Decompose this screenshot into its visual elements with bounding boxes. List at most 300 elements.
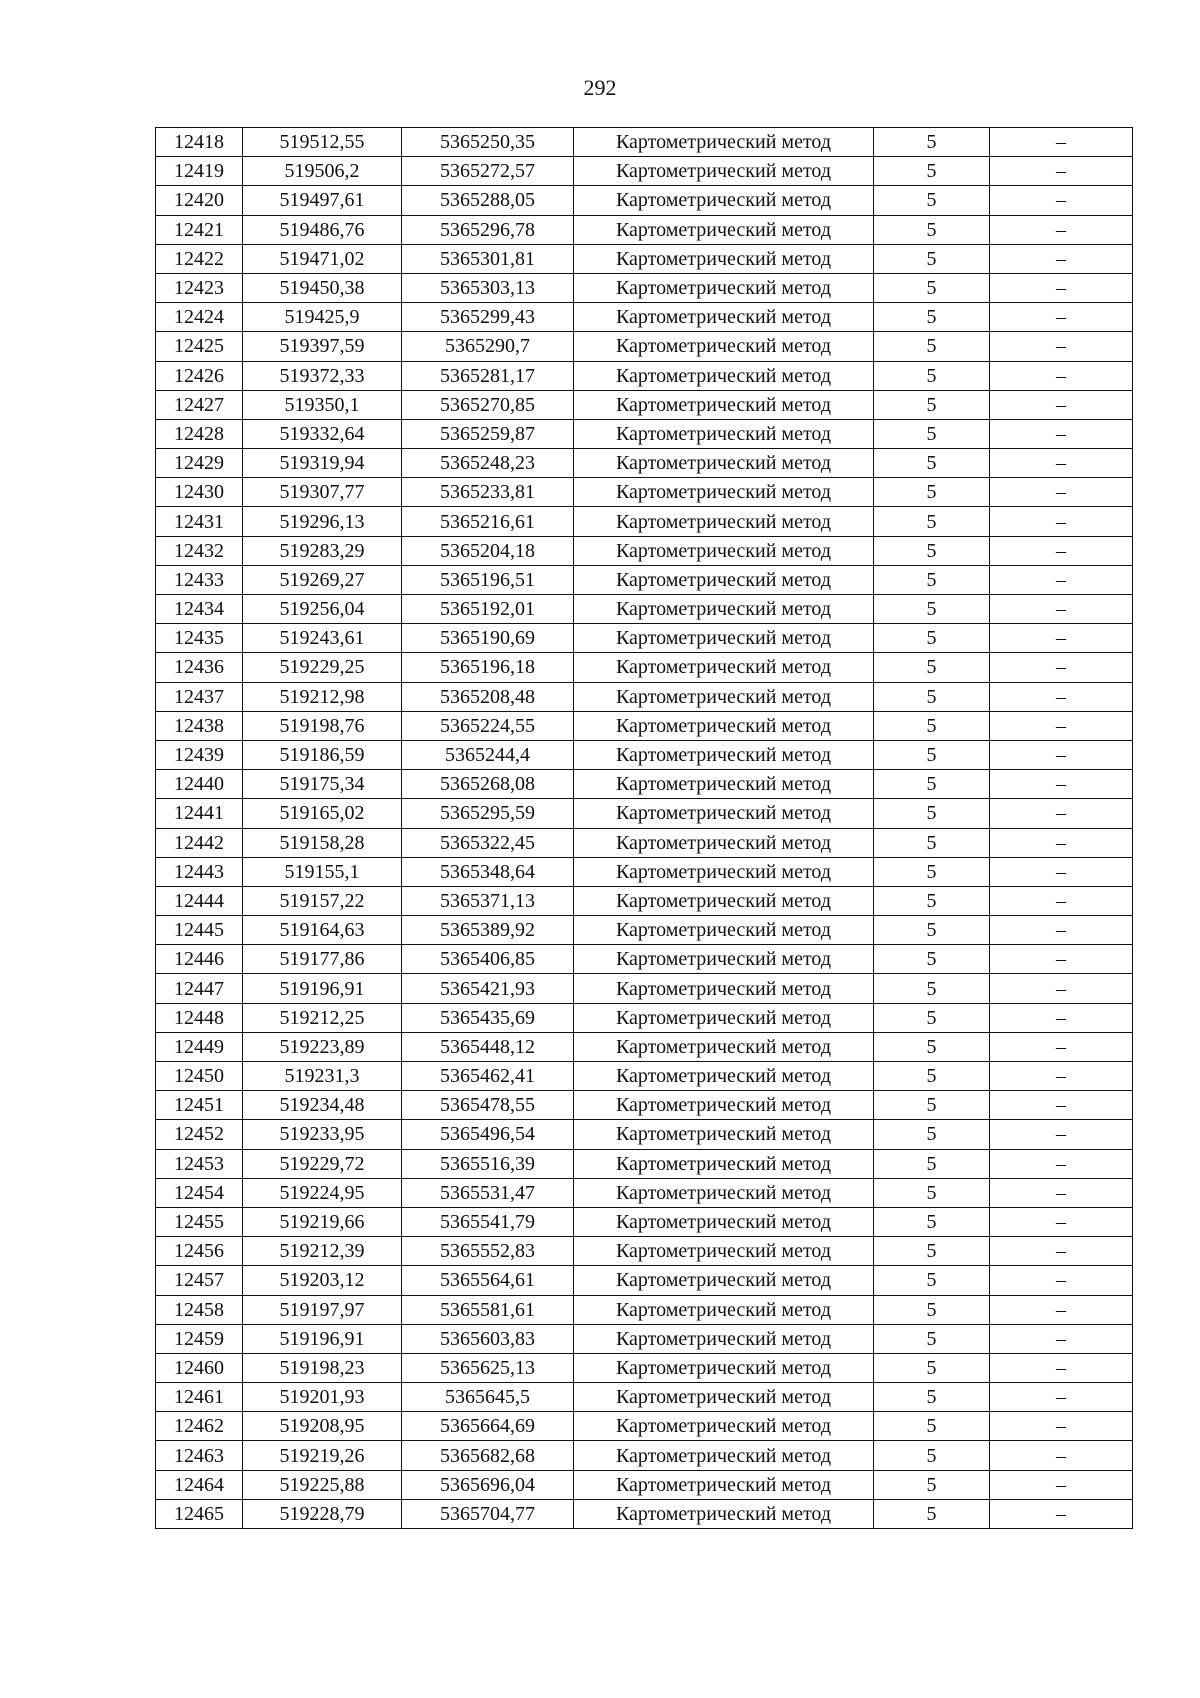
point-number-cell: 12456 [156, 1237, 243, 1266]
blank-cell: – [990, 1003, 1133, 1032]
accuracy-cell: 5 [874, 565, 990, 594]
x-coordinate-cell: 519425,9 [243, 303, 402, 332]
accuracy-cell: 5 [874, 186, 990, 215]
method-cell: Картометрический метод [574, 1120, 874, 1149]
method-cell: Картометрический метод [574, 974, 874, 1003]
table-row [156, 1353, 1133, 1382]
accuracy-cell: 5 [874, 1149, 990, 1178]
method-cell: Картометрический метод [574, 1032, 874, 1061]
method-cell: Картометрический метод [574, 711, 874, 740]
table-row [156, 916, 1133, 945]
point-number-cell: 12424 [156, 303, 243, 332]
method-cell: Картометрический метод [574, 799, 874, 828]
accuracy-cell: 5 [874, 303, 990, 332]
accuracy-cell: 5 [874, 653, 990, 682]
y-coordinate-cell: 5365645,5 [402, 1383, 574, 1412]
accuracy-cell: 5 [874, 799, 990, 828]
blank-cell: – [990, 449, 1133, 478]
accuracy-cell: 5 [874, 1353, 990, 1382]
method-cell: Картометрический метод [574, 1441, 874, 1470]
y-coordinate-cell: 5365603,83 [402, 1324, 574, 1353]
point-number-cell: 12429 [156, 449, 243, 478]
x-coordinate-cell: 519486,76 [243, 215, 402, 244]
method-cell: Картометрический метод [574, 157, 874, 186]
y-coordinate-cell: 5365196,18 [402, 653, 574, 682]
table-row [156, 1149, 1133, 1178]
accuracy-cell: 5 [874, 273, 990, 302]
point-number-cell: 12445 [156, 916, 243, 945]
blank-cell: – [990, 1412, 1133, 1441]
table-row [156, 624, 1133, 653]
accuracy-cell: 5 [874, 1207, 990, 1236]
table-row [156, 1003, 1133, 1032]
x-coordinate-cell: 519165,02 [243, 799, 402, 828]
method-cell: Картометрический метод [574, 1353, 874, 1382]
y-coordinate-cell: 5365295,59 [402, 799, 574, 828]
y-coordinate-cell: 5365552,83 [402, 1237, 574, 1266]
point-number-cell: 12442 [156, 828, 243, 857]
point-number-cell: 12425 [156, 332, 243, 361]
x-coordinate-cell: 519296,13 [243, 507, 402, 536]
method-cell: Картометрический метод [574, 886, 874, 915]
y-coordinate-cell: 5365406,85 [402, 945, 574, 974]
x-coordinate-cell: 519269,27 [243, 565, 402, 594]
y-coordinate-cell: 5365371,13 [402, 886, 574, 915]
x-coordinate-cell: 519243,61 [243, 624, 402, 653]
table-row [156, 711, 1133, 740]
table-row [156, 595, 1133, 624]
y-coordinate-cell: 5365448,12 [402, 1032, 574, 1061]
method-cell: Картометрический метод [574, 244, 874, 273]
point-number-cell: 12431 [156, 507, 243, 536]
x-coordinate-cell: 519196,91 [243, 1324, 402, 1353]
point-number-cell: 12443 [156, 857, 243, 886]
blank-cell: – [990, 507, 1133, 536]
method-cell: Картометрический метод [574, 916, 874, 945]
blank-cell: – [990, 478, 1133, 507]
table-row [156, 419, 1133, 448]
method-cell: Картометрический метод [574, 419, 874, 448]
x-coordinate-cell: 519198,76 [243, 711, 402, 740]
blank-cell: – [990, 1470, 1133, 1499]
method-cell: Картометрический метод [574, 303, 874, 332]
accuracy-cell: 5 [874, 1178, 990, 1207]
blank-cell: – [990, 157, 1133, 186]
blank-cell: – [990, 1120, 1133, 1149]
table-row [156, 507, 1133, 536]
point-number-cell: 12427 [156, 390, 243, 419]
method-cell: Картометрический метод [574, 128, 874, 157]
method-cell: Картометрический метод [574, 186, 874, 215]
point-number-cell: 12462 [156, 1412, 243, 1441]
blank-cell: – [990, 1207, 1133, 1236]
method-cell: Картометрический метод [574, 1237, 874, 1266]
blank-cell: – [990, 770, 1133, 799]
accuracy-cell: 5 [874, 1237, 990, 1266]
accuracy-cell: 5 [874, 682, 990, 711]
x-coordinate-cell: 519212,98 [243, 682, 402, 711]
method-cell: Картометрический метод [574, 624, 874, 653]
x-coordinate-cell: 519186,59 [243, 740, 402, 769]
point-number-cell: 12446 [156, 945, 243, 974]
method-cell: Картометрический метод [574, 273, 874, 302]
y-coordinate-cell: 5365192,01 [402, 595, 574, 624]
y-coordinate-cell: 5365224,55 [402, 711, 574, 740]
table-row [156, 332, 1133, 361]
table-row [156, 682, 1133, 711]
y-coordinate-cell: 5365478,55 [402, 1091, 574, 1120]
accuracy-cell: 5 [874, 157, 990, 186]
point-number-cell: 12448 [156, 1003, 243, 1032]
method-cell: Картометрический метод [574, 390, 874, 419]
point-number-cell: 12452 [156, 1120, 243, 1149]
method-cell: Картометрический метод [574, 1003, 874, 1032]
blank-cell: – [990, 536, 1133, 565]
table-row [156, 1383, 1133, 1412]
point-number-cell: 12458 [156, 1295, 243, 1324]
table-row [156, 157, 1133, 186]
accuracy-cell: 5 [874, 886, 990, 915]
blank-cell: – [990, 1353, 1133, 1382]
method-cell: Картометрический метод [574, 1324, 874, 1353]
blank-cell: – [990, 1237, 1133, 1266]
blank-cell: – [990, 595, 1133, 624]
table-row [156, 244, 1133, 273]
accuracy-cell: 5 [874, 215, 990, 244]
table-row [156, 361, 1133, 390]
y-coordinate-cell: 5365196,51 [402, 565, 574, 594]
accuracy-cell: 5 [874, 1295, 990, 1324]
method-cell: Картометрический метод [574, 857, 874, 886]
accuracy-cell: 5 [874, 1412, 990, 1441]
table-row [156, 857, 1133, 886]
point-number-cell: 12428 [156, 419, 243, 448]
blank-cell: – [990, 1441, 1133, 1470]
blank-cell: – [990, 244, 1133, 273]
accuracy-cell: 5 [874, 1032, 990, 1061]
blank-cell: – [990, 303, 1133, 332]
point-number-cell: 12426 [156, 361, 243, 390]
accuracy-cell: 5 [874, 1266, 990, 1295]
x-coordinate-cell: 519450,38 [243, 273, 402, 302]
x-coordinate-cell: 519164,63 [243, 916, 402, 945]
table-row [156, 1499, 1133, 1528]
blank-cell: – [990, 624, 1133, 653]
y-coordinate-cell: 5365462,41 [402, 1062, 574, 1091]
y-coordinate-cell: 5365288,05 [402, 186, 574, 215]
blank-cell: – [990, 1032, 1133, 1061]
blank-cell: – [990, 1266, 1133, 1295]
accuracy-cell: 5 [874, 916, 990, 945]
accuracy-cell: 5 [874, 740, 990, 769]
method-cell: Картометрический метод [574, 1091, 874, 1120]
x-coordinate-cell: 519229,72 [243, 1149, 402, 1178]
y-coordinate-cell: 5365248,23 [402, 449, 574, 478]
x-coordinate-cell: 519197,97 [243, 1295, 402, 1324]
point-number-cell: 12418 [156, 128, 243, 157]
y-coordinate-cell: 5365435,69 [402, 1003, 574, 1032]
table-row [156, 1412, 1133, 1441]
method-cell: Картометрический метод [574, 740, 874, 769]
blank-cell: – [990, 565, 1133, 594]
y-coordinate-cell: 5365244,4 [402, 740, 574, 769]
y-coordinate-cell: 5365272,57 [402, 157, 574, 186]
y-coordinate-cell: 5365296,78 [402, 215, 574, 244]
method-cell: Картометрический метод [574, 1412, 874, 1441]
point-number-cell: 12420 [156, 186, 243, 215]
x-coordinate-cell: 519158,28 [243, 828, 402, 857]
y-coordinate-cell: 5365208,48 [402, 682, 574, 711]
point-number-cell: 12423 [156, 273, 243, 302]
method-cell: Картометрический метод [574, 332, 874, 361]
method-cell: Картометрический метод [574, 595, 874, 624]
page-number: 292 [583, 75, 617, 100]
blank-cell: – [990, 1149, 1133, 1178]
x-coordinate-cell: 519350,1 [243, 390, 402, 419]
accuracy-cell: 5 [874, 1441, 990, 1470]
blank-cell: – [990, 1499, 1133, 1528]
table-row [156, 1178, 1133, 1207]
blank-cell: – [990, 1178, 1133, 1207]
accuracy-cell: 5 [874, 595, 990, 624]
blank-cell: – [990, 1091, 1133, 1120]
method-cell: Картометрический метод [574, 1499, 874, 1528]
x-coordinate-cell: 519256,04 [243, 595, 402, 624]
method-cell: Картометрический метод [574, 478, 874, 507]
y-coordinate-cell: 5365682,68 [402, 1441, 574, 1470]
method-cell: Картометрический метод [574, 361, 874, 390]
blank-cell: – [990, 974, 1133, 1003]
blank-cell: – [990, 711, 1133, 740]
accuracy-cell: 5 [874, 1091, 990, 1120]
blank-cell: – [990, 186, 1133, 215]
blank-cell: – [990, 857, 1133, 886]
method-cell: Картометрический метод [574, 1266, 874, 1295]
y-coordinate-cell: 5365303,13 [402, 273, 574, 302]
table-row [156, 449, 1133, 478]
point-number-cell: 12457 [156, 1266, 243, 1295]
method-cell: Картометрический метод [574, 1178, 874, 1207]
point-number-cell: 12460 [156, 1353, 243, 1382]
point-number-cell: 12444 [156, 886, 243, 915]
x-coordinate-cell: 519155,1 [243, 857, 402, 886]
y-coordinate-cell: 5365299,43 [402, 303, 574, 332]
table-row [156, 945, 1133, 974]
y-coordinate-cell: 5365696,04 [402, 1470, 574, 1499]
point-number-cell: 12433 [156, 565, 243, 594]
x-coordinate-cell: 519219,26 [243, 1441, 402, 1470]
y-coordinate-cell: 5365704,77 [402, 1499, 574, 1528]
blank-cell: – [990, 886, 1133, 915]
accuracy-cell: 5 [874, 1062, 990, 1091]
point-number-cell: 12447 [156, 974, 243, 1003]
point-number-cell: 12440 [156, 770, 243, 799]
x-coordinate-cell: 519372,33 [243, 361, 402, 390]
x-coordinate-cell: 519198,23 [243, 1353, 402, 1382]
y-coordinate-cell: 5365421,93 [402, 974, 574, 1003]
blank-cell: – [990, 916, 1133, 945]
table-row [156, 653, 1133, 682]
method-cell: Картометрический метод [574, 215, 874, 244]
accuracy-cell: 5 [874, 507, 990, 536]
accuracy-cell: 5 [874, 332, 990, 361]
y-coordinate-cell: 5365233,81 [402, 478, 574, 507]
method-cell: Картометрический метод [574, 565, 874, 594]
point-number-cell: 12461 [156, 1383, 243, 1412]
y-coordinate-cell: 5365268,08 [402, 770, 574, 799]
x-coordinate-cell: 519225,88 [243, 1470, 402, 1499]
table-row [156, 128, 1133, 157]
method-cell: Картометрический метод [574, 1149, 874, 1178]
x-coordinate-cell: 519512,55 [243, 128, 402, 157]
point-number-cell: 12422 [156, 244, 243, 273]
method-cell: Картометрический метод [574, 449, 874, 478]
x-coordinate-cell: 519319,94 [243, 449, 402, 478]
point-number-cell: 12453 [156, 1149, 243, 1178]
x-coordinate-cell: 519234,48 [243, 1091, 402, 1120]
accuracy-cell: 5 [874, 1120, 990, 1149]
blank-cell: – [990, 361, 1133, 390]
table-row [156, 1324, 1133, 1353]
accuracy-cell: 5 [874, 390, 990, 419]
accuracy-cell: 5 [874, 1470, 990, 1499]
table-row [156, 390, 1133, 419]
x-coordinate-cell: 519223,89 [243, 1032, 402, 1061]
point-number-cell: 12421 [156, 215, 243, 244]
table-row [156, 1091, 1133, 1120]
blank-cell: – [990, 1383, 1133, 1412]
table-row [156, 478, 1133, 507]
blank-cell: – [990, 799, 1133, 828]
y-coordinate-cell: 5365322,45 [402, 828, 574, 857]
accuracy-cell: 5 [874, 449, 990, 478]
point-number-cell: 12463 [156, 1441, 243, 1470]
method-cell: Картометрический метод [574, 682, 874, 711]
point-number-cell: 12449 [156, 1032, 243, 1061]
x-coordinate-cell: 519201,93 [243, 1383, 402, 1412]
method-cell: Картометрический метод [574, 1470, 874, 1499]
blank-cell: – [990, 653, 1133, 682]
method-cell: Картометрический метод [574, 1383, 874, 1412]
x-coordinate-cell: 519212,39 [243, 1237, 402, 1266]
table-row [156, 886, 1133, 915]
accuracy-cell: 5 [874, 624, 990, 653]
blank-cell: – [990, 332, 1133, 361]
x-coordinate-cell: 519332,64 [243, 419, 402, 448]
table-row [156, 1470, 1133, 1499]
accuracy-cell: 5 [874, 478, 990, 507]
point-number-cell: 12464 [156, 1470, 243, 1499]
table-row [156, 186, 1133, 215]
point-number-cell: 12459 [156, 1324, 243, 1353]
point-number-cell: 12451 [156, 1091, 243, 1120]
point-number-cell: 12435 [156, 624, 243, 653]
accuracy-cell: 5 [874, 711, 990, 740]
accuracy-cell: 5 [874, 770, 990, 799]
y-coordinate-cell: 5365516,39 [402, 1149, 574, 1178]
x-coordinate-cell: 519307,77 [243, 478, 402, 507]
accuracy-cell: 5 [874, 1499, 990, 1528]
x-coordinate-cell: 519471,02 [243, 244, 402, 273]
x-coordinate-cell: 519231,3 [243, 1062, 402, 1091]
y-coordinate-cell: 5365281,17 [402, 361, 574, 390]
blank-cell: – [990, 828, 1133, 857]
point-number-cell: 12432 [156, 536, 243, 565]
accuracy-cell: 5 [874, 419, 990, 448]
y-coordinate-cell: 5365270,85 [402, 390, 574, 419]
table-row [156, 1295, 1133, 1324]
table-row [156, 1441, 1133, 1470]
blank-cell: – [990, 945, 1133, 974]
point-number-cell: 12436 [156, 653, 243, 682]
point-number-cell: 12430 [156, 478, 243, 507]
table-row [156, 1062, 1133, 1091]
y-coordinate-cell: 5365531,47 [402, 1178, 574, 1207]
x-coordinate-cell: 519397,59 [243, 332, 402, 361]
blank-cell: – [990, 682, 1133, 711]
y-coordinate-cell: 5365541,79 [402, 1207, 574, 1236]
blank-cell: – [990, 273, 1133, 302]
x-coordinate-cell: 519157,22 [243, 886, 402, 915]
coordinates-table-body [156, 128, 1133, 1529]
table-row [156, 974, 1133, 1003]
point-number-cell: 12441 [156, 799, 243, 828]
x-coordinate-cell: 519506,2 [243, 157, 402, 186]
blank-cell: – [990, 1062, 1133, 1091]
y-coordinate-cell: 5365290,7 [402, 332, 574, 361]
x-coordinate-cell: 519283,29 [243, 536, 402, 565]
x-coordinate-cell: 519212,25 [243, 1003, 402, 1032]
blank-cell: – [990, 215, 1133, 244]
blank-cell: – [990, 128, 1133, 157]
point-number-cell: 12439 [156, 740, 243, 769]
accuracy-cell: 5 [874, 1003, 990, 1032]
point-number-cell: 12465 [156, 1499, 243, 1528]
method-cell: Картометрический метод [574, 1295, 874, 1324]
table-row [156, 1266, 1133, 1295]
y-coordinate-cell: 5365250,35 [402, 128, 574, 157]
accuracy-cell: 5 [874, 1383, 990, 1412]
point-number-cell: 12438 [156, 711, 243, 740]
table-row [156, 740, 1133, 769]
y-coordinate-cell: 5365581,61 [402, 1295, 574, 1324]
method-cell: Картометрический метод [574, 507, 874, 536]
point-number-cell: 12450 [156, 1062, 243, 1091]
table-row [156, 1120, 1133, 1149]
table-row [156, 536, 1133, 565]
accuracy-cell: 5 [874, 361, 990, 390]
table-row [156, 303, 1133, 332]
x-coordinate-cell: 519224,95 [243, 1178, 402, 1207]
blank-cell: – [990, 1324, 1133, 1353]
method-cell: Картометрический метод [574, 536, 874, 565]
point-number-cell: 12434 [156, 595, 243, 624]
x-coordinate-cell: 519203,12 [243, 1266, 402, 1295]
x-coordinate-cell: 519219,66 [243, 1207, 402, 1236]
y-coordinate-cell: 5365301,81 [402, 244, 574, 273]
table-row [156, 770, 1133, 799]
method-cell: Картометрический метод [574, 653, 874, 682]
x-coordinate-cell: 519208,95 [243, 1412, 402, 1441]
blank-cell: – [990, 390, 1133, 419]
y-coordinate-cell: 5365348,64 [402, 857, 574, 886]
coordinates-table [155, 127, 1133, 1529]
method-cell: Картометрический метод [574, 770, 874, 799]
method-cell: Картометрический метод [574, 1062, 874, 1091]
x-coordinate-cell: 519196,91 [243, 974, 402, 1003]
y-coordinate-cell: 5365389,92 [402, 916, 574, 945]
y-coordinate-cell: 5365664,69 [402, 1412, 574, 1441]
